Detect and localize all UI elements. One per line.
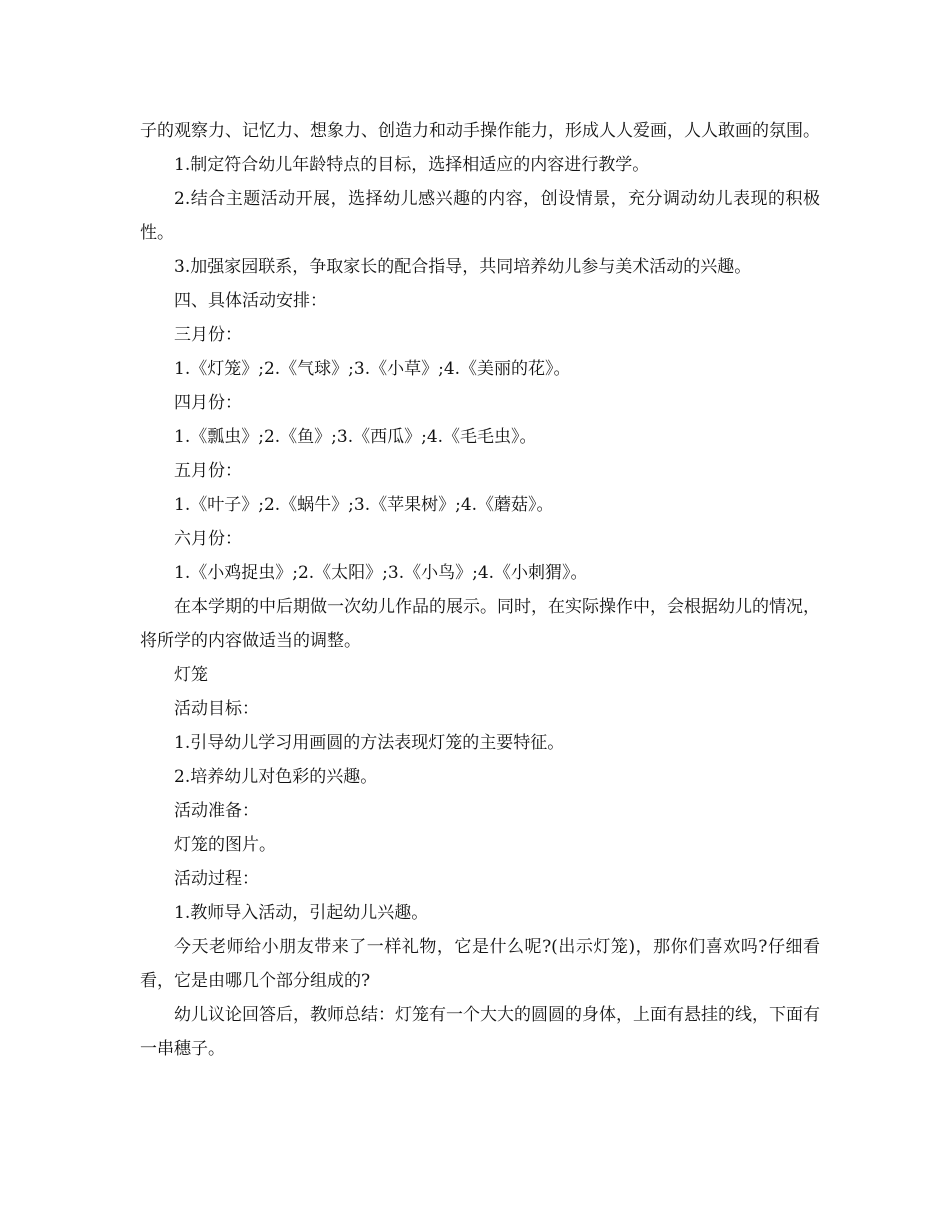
process-paragraph-summary: 幼儿议论回答后，教师总结：灯笼有一个大大的圆圆的身体，上面有悬挂的线，下面有一串穗子。 — [140, 1005, 820, 1059]
month-heading-april: 四月份： — [174, 393, 242, 413]
paragraph-2: 1.制定符合幼儿年龄特点的目标，选择相适应的内容进行教学。 — [174, 155, 650, 175]
section-heading-schedule: 四、具体活动安排： — [174, 291, 327, 311]
month-heading-may: 五月份： — [174, 461, 242, 481]
paragraph-exhibition: 在本学期的中后期做一次幼儿作品的展示。同时，在实际操作中，会根据幼儿的情况，将所学的内容做适当的调整。 — [140, 597, 820, 651]
month-heading-march: 三月份： — [174, 325, 242, 345]
paragraph-4: 3.加强家园联系，争取家长的配合指导，共同培养幼儿参与美术活动的兴趣。 — [174, 257, 752, 277]
month-heading-june: 六月份： — [174, 529, 242, 549]
april-activities: 1.《瓢虫》;2.《鱼》;3.《西瓜》;4.《毛毛虫》。 — [174, 427, 537, 447]
heading-activity-preparation: 活动准备： — [174, 801, 259, 821]
heading-activity-process: 活动过程： — [174, 869, 259, 889]
lesson-title-lantern: 灯笼 — [174, 665, 208, 685]
goal-2: 2.培养幼儿对色彩的兴趣。 — [174, 767, 378, 787]
process-paragraph-question: 今天老师给小朋友带来了一样礼物，它是什么呢?(出示灯笼)，那你们喜欢吗?仔细看看，它是由哪几个部分组成的? — [140, 937, 820, 991]
document-body — [140, 114, 820, 1066]
paragraph-3: 2.结合主题活动开展，选择幼儿感兴趣的内容，创设情景，充分调动幼儿表现的积极性。 — [140, 189, 820, 243]
paragraph-1: 子的观察力、记忆力、想象力、创造力和动手操作能力，形成人人爱画，人人敢画的氛围。 — [140, 121, 820, 141]
preparation-item: 灯笼的图片。 — [174, 835, 276, 855]
process-step-1: 1.教师导入活动，引起幼儿兴趣。 — [174, 903, 429, 923]
march-activities: 1.《灯笼》;2.《气球》;3.《小草》;4.《美丽的花》。 — [174, 359, 571, 379]
goal-1: 1.引导幼儿学习用画圆的方法表现灯笼的主要特征。 — [174, 733, 565, 753]
june-activities: 1.《小鸡捉虫》;2.《太阳》;3.《小鸟》;4.《小刺猬》。 — [174, 563, 588, 583]
heading-activity-goals: 活动目标： — [174, 699, 259, 719]
may-activities: 1.《叶子》;2.《蜗牛》;3.《苹果树》;4.《蘑菇》。 — [174, 495, 554, 515]
